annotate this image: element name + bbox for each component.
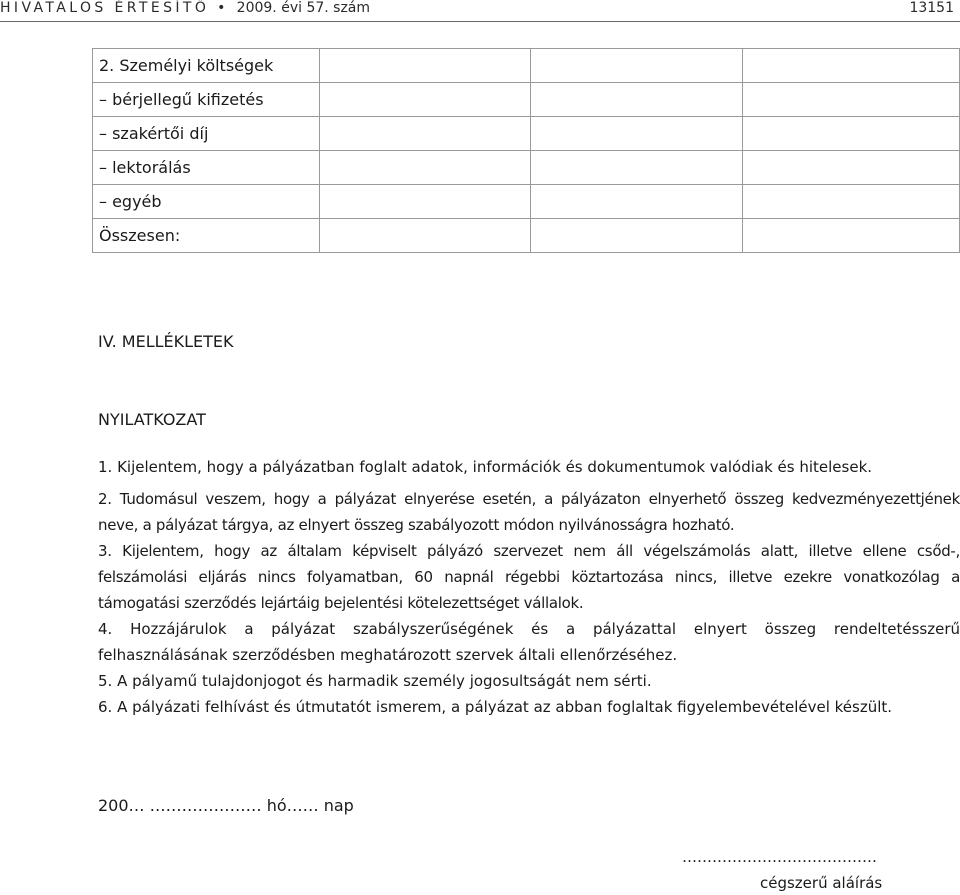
table-cell[interactable] bbox=[530, 83, 742, 117]
table-cell[interactable] bbox=[530, 49, 742, 83]
declaration-item: 5. A pályamű tulajdonjogot és harmadik személy jogosultságát nem sérti. bbox=[98, 672, 652, 690]
table-cell[interactable] bbox=[320, 117, 530, 151]
header-publication: HIVATALOS ÉRTESÍTŐ • 2009. évi 57. szám bbox=[0, 0, 371, 16]
table-row bbox=[93, 219, 960, 253]
header-issue: 2009. évi 57. szám bbox=[236, 0, 371, 16]
row-label: – szakértői díj bbox=[93, 117, 320, 151]
table-cell[interactable] bbox=[742, 151, 959, 185]
section-title: IV. MELLÉKLETEK bbox=[98, 332, 234, 351]
table-cell[interactable] bbox=[530, 151, 742, 185]
row-label: – bérjellegű kifizetés bbox=[93, 83, 320, 117]
table-cell[interactable] bbox=[530, 219, 742, 253]
row-label: Összesen: bbox=[93, 219, 320, 253]
table-row bbox=[93, 151, 960, 185]
table-cell[interactable] bbox=[320, 151, 530, 185]
table-cell[interactable] bbox=[742, 49, 959, 83]
table-cell[interactable] bbox=[320, 83, 530, 117]
table-cell[interactable] bbox=[742, 83, 959, 117]
table-row bbox=[93, 49, 960, 83]
table-cell[interactable] bbox=[530, 117, 742, 151]
declaration-item: 6. A pályázati felhívást és útmutatót ismerem, a pályázat az abban foglaltak figyelembevételével készült. bbox=[98, 698, 893, 716]
row-label: 2. Személyi költségek bbox=[93, 49, 320, 83]
declaration-item: 2. Tudomásul veszem, hogy a pályázat elnyerése esetén, a pályázaton elnyerhető összeg kedvezményezettjének neve, a pályázat tárgya, az elnyert összeg szabályozott módon nyilvánosságra hozható. bbox=[98, 490, 960, 534]
table-cell[interactable] bbox=[742, 185, 959, 219]
declaration-item: 4. Hozzájárulok a pályázat szabályszerűségének és a pályázattal elnyert összeg rendeltetésszerű felhasználásának szerződésben meghatározott szervek általi ellenőrzéséhez. bbox=[98, 620, 960, 664]
table-cell[interactable] bbox=[320, 219, 530, 253]
table-cell[interactable] bbox=[320, 49, 530, 83]
page-number: 13151 bbox=[909, 0, 954, 16]
declaration-title: NYILATKOZAT bbox=[98, 410, 206, 429]
bullet-icon: • bbox=[217, 0, 229, 16]
cost-table bbox=[92, 48, 960, 253]
signature-label: cégszerű aláírás bbox=[760, 874, 883, 892]
table-cell[interactable] bbox=[320, 185, 530, 219]
signature-line: ………………………………… bbox=[682, 848, 877, 866]
table-row bbox=[93, 185, 960, 219]
table-cell[interactable] bbox=[742, 117, 959, 151]
page-header bbox=[0, 0, 960, 22]
table-row bbox=[93, 117, 960, 151]
declaration-item: 1. Kijelentem, hogy a pályázatban foglalt adatok, információk és dokumentumok valódiak és hitelesek. bbox=[98, 458, 873, 476]
date-line: 200… ………………… hó…… nap bbox=[98, 796, 354, 815]
table-cell[interactable] bbox=[530, 185, 742, 219]
row-label: – egyéb bbox=[93, 185, 320, 219]
declaration-item: 3. Kijelentem, hogy az általam képviselt pályázó szervezet nem áll végelszámolás alatt, illetve ellene csőd-, felszámolási eljárás nincs folyamatban, 60 napnál régebbi köztartozása nincs, illetve ezekre vonatkozólag a támogatási szerződés lejártáig bejelentési kötelezettséget vállalok. bbox=[98, 542, 960, 612]
table-row bbox=[93, 83, 960, 117]
row-label: – lektorálás bbox=[93, 151, 320, 185]
table-cell[interactable] bbox=[742, 219, 959, 253]
header-divider bbox=[0, 21, 960, 22]
